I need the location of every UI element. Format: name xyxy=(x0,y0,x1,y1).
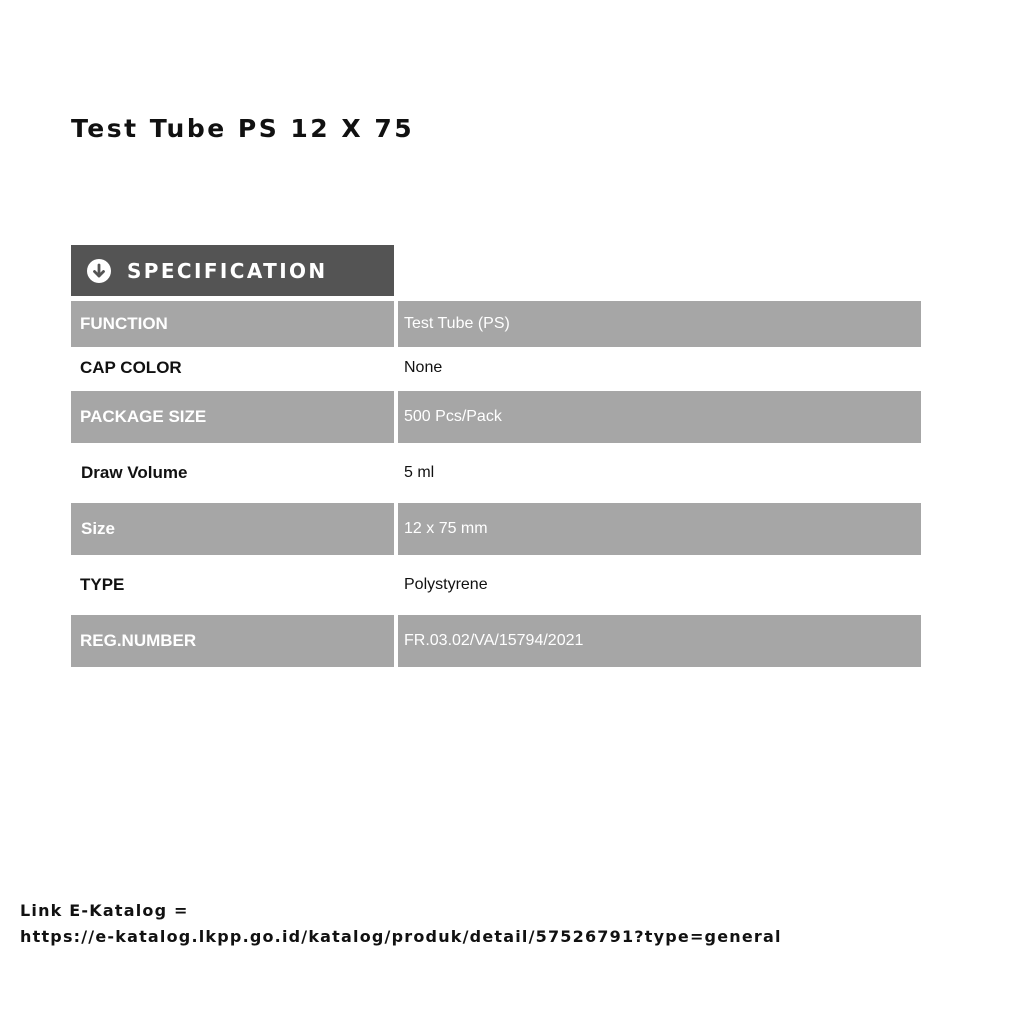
specification-header xyxy=(71,245,394,296)
specification-label: SPECIFICATION xyxy=(127,258,328,283)
e-katalog-link-url[interactable]: https://e-katalog.lkpp.go.id/katalog/produk/detail/57526791?type=general xyxy=(20,927,782,946)
page-title: Test Tube PS 12 X 75 xyxy=(71,114,415,143)
spec-value-draw-volume: 5 ml xyxy=(398,445,921,501)
spec-value-type: Polystyrene xyxy=(398,557,921,613)
spec-value-cap-color: None xyxy=(398,347,921,389)
spec-key-package-size: PACKAGE SIZE xyxy=(71,391,394,443)
arrow-down-circle-icon xyxy=(87,259,111,283)
spec-value-function: Test Tube (PS) xyxy=(398,301,921,347)
spec-value-package-size: 500 Pcs/Pack xyxy=(398,391,921,443)
spec-key-draw-volume: Draw Volume xyxy=(71,445,394,501)
spec-key-type: TYPE xyxy=(71,557,394,613)
spec-key-reg-number: REG.NUMBER xyxy=(71,615,394,667)
e-katalog-link-block xyxy=(20,898,782,950)
spec-key-size: Size xyxy=(71,503,394,555)
spec-key-cap-color: CAP COLOR xyxy=(71,347,394,389)
spec-key-function: FUNCTION xyxy=(71,301,394,347)
spec-value-reg-number: FR.03.02/VA/15794/2021 xyxy=(398,615,921,667)
e-katalog-link-label: Link E-Katalog = xyxy=(20,901,189,920)
spec-value-size: 12 x 75 mm xyxy=(398,503,921,555)
